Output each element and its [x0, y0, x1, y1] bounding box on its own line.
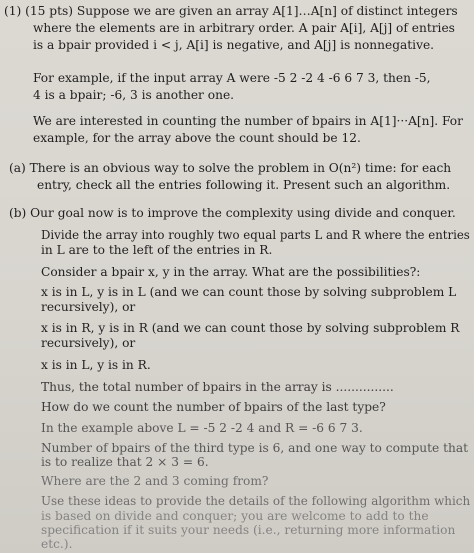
part-b-line-3: in L are to the left of the entries in R.	[41, 243, 273, 257]
part-b-line-10: Thus, the total number of bpairs in the array is ...............	[41, 380, 394, 394]
part-b-line-16: Use these ideas to provide the details of the following algorithm which	[41, 494, 471, 508]
part-b-line-1: (b) Our goal now is to improve the complexity using divide and conquer.	[9, 206, 456, 220]
part-b-line-14: is to realize that 2 × 3 = 6.	[41, 455, 209, 469]
part-b-line-4: Consider a bpair x, y in the array. What are the possibilities?:	[41, 265, 421, 279]
part-b-line-15: Where are the 2 and 3 coming from?	[41, 474, 269, 488]
part-b-line-13: Number of bpairs of the third type is 6, and one way to compute that	[41, 441, 469, 455]
intro-line-2: where the elements are in arbitrary order. A pair A[i], A[j] of entries	[33, 21, 455, 35]
part-b-line-11: How do we count the number of bpairs of the last type?	[41, 400, 386, 414]
part-b-line-18: specification if it suits your needs (i.e., returning more information	[41, 523, 456, 537]
part-b-line-2: Divide the array into roughly two equal parts L and R where the entries	[41, 228, 470, 242]
part-b-line-5: x is in L, y is in L (and we can count those by solving subproblem L	[41, 285, 457, 299]
part-b-line-8: recursively), or	[41, 336, 136, 350]
part-a-line-1: (a) There is an obvious way to solve the problem in O(n²) time: for each	[9, 161, 452, 175]
part-b-line-7: x is in R, y is in R (and we can count those by solving subproblem R	[41, 321, 460, 335]
part-a-line-2: entry, check all the entries following it. Present such an algorithm.	[37, 178, 451, 192]
example-line-2: 4 is a bpair; -6, 3 is another one.	[33, 88, 235, 102]
part-b-line-19: etc.).	[41, 537, 73, 551]
example-line-1: For example, if the input array A were -5 2 -2 4 -6 6 7 3, then -5,	[33, 71, 431, 85]
intro-line-1: (1) (15 pts) Suppose we are given an array A[1]…A[n] of distinct integers	[4, 4, 458, 18]
count-line-1: We are interested in counting the number of bpairs in A[1]···A[n]. For	[33, 114, 463, 128]
intro-line-3: is a bpair provided i < j, A[i] is negative, and A[j] is nonnegative.	[33, 38, 435, 52]
part-b-line-9: x is in L, y is in R.	[41, 358, 151, 372]
count-line-2: example, for the array above the count should be 12.	[33, 131, 361, 145]
part-b-line-17: is based on divide and conquer; you are welcome to add to the	[41, 509, 429, 523]
part-b-line-6: recursively), or	[41, 300, 136, 314]
part-b-line-12: In the example above L = -5 2 -2 4 and R = -6 6 7 3.	[41, 421, 363, 435]
